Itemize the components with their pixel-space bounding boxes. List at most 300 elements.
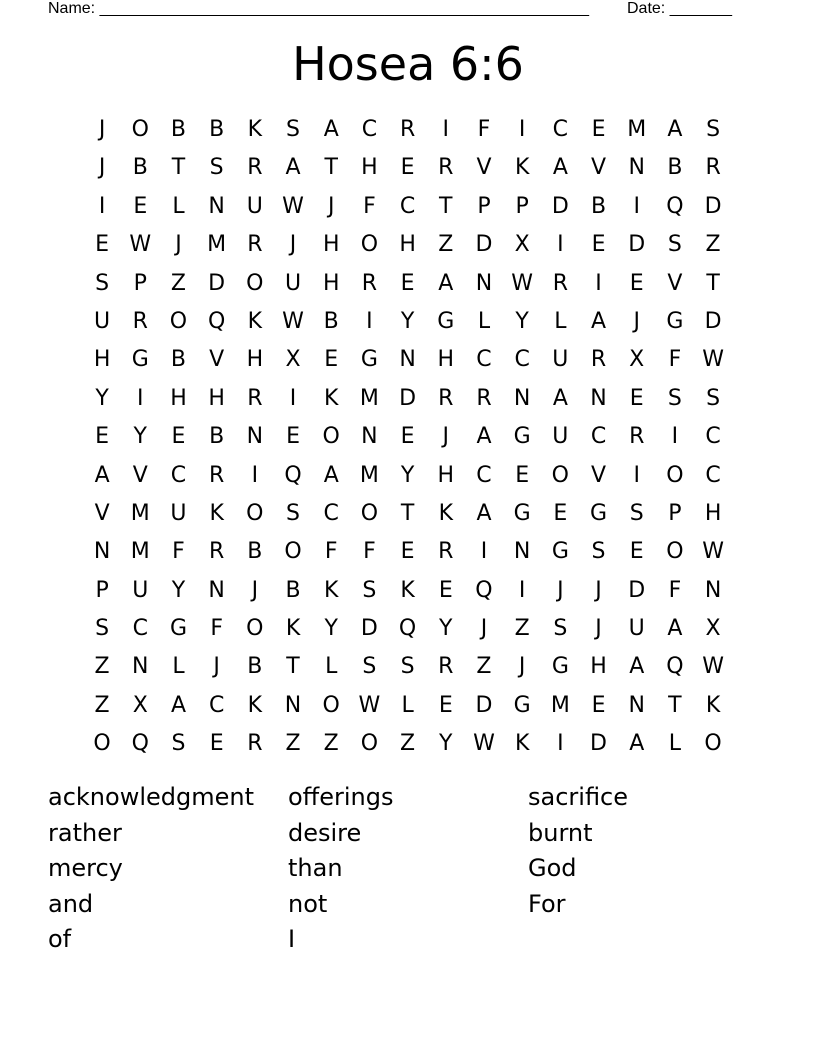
grid-cell: K	[514, 155, 530, 181]
grid-cell: G	[551, 539, 569, 565]
grid-cell: S	[362, 654, 377, 680]
grid-cell: E	[133, 193, 148, 219]
grid-cell: Z	[400, 731, 416, 757]
grid-cell: U	[246, 193, 263, 219]
grid-cell: D	[628, 232, 646, 258]
grid-cell: T	[286, 654, 300, 680]
grid-cell: D	[551, 193, 569, 219]
word-list-item: offerings	[288, 783, 394, 811]
grid-cell: E	[438, 692, 453, 718]
grid-cell: H	[93, 347, 111, 373]
grid-cell: P	[477, 193, 491, 219]
grid-cell: F	[324, 539, 338, 565]
grid-cell: M	[550, 692, 570, 718]
grid-cell: S	[171, 731, 186, 757]
grid-cell: N	[704, 577, 722, 603]
grid-cell: T	[706, 270, 720, 296]
grid-cell: A	[285, 155, 301, 181]
grid-cell: A	[591, 308, 607, 334]
grid-cell: I	[366, 308, 373, 334]
grid-cell: A	[476, 500, 492, 526]
word-list-item: God	[528, 854, 577, 882]
grid-cell: T	[400, 500, 415, 526]
grid-cell: F	[363, 193, 376, 219]
grid-cell: A	[629, 654, 645, 680]
grid-cell: Z	[323, 731, 339, 757]
grid-cell: H	[437, 462, 455, 488]
grid-cell: O	[93, 731, 111, 757]
grid-cell: B	[247, 539, 263, 565]
grid-cell: Q	[475, 577, 493, 603]
grid-cell: S	[286, 117, 301, 142]
grid-cell: N	[628, 692, 645, 718]
grid-cell: O	[360, 232, 379, 258]
grid-cell: N	[399, 347, 416, 373]
grid-row	[83, 725, 733, 763]
grid-cell: R	[209, 462, 225, 488]
grid-cell: D	[208, 270, 226, 296]
grid-cell: G	[666, 308, 684, 334]
grid-cell: A	[552, 155, 568, 181]
grid-cell: Z	[438, 232, 454, 258]
grid-cell: P	[668, 500, 682, 526]
grid-row	[83, 380, 733, 418]
grid-cell: E	[629, 539, 644, 565]
grid-cell: T	[439, 193, 453, 219]
grid-cell: E	[629, 385, 644, 411]
grid-cell: J	[327, 193, 335, 219]
grid-cell: O	[360, 731, 379, 757]
grid-cell: F	[477, 117, 491, 142]
grid-cell: I	[557, 232, 564, 258]
grid-cell: E	[553, 500, 568, 526]
grid-cell: P	[133, 270, 147, 296]
grid-cell: H	[170, 385, 187, 411]
grid-cell: O	[284, 539, 302, 565]
grid-cell: A	[438, 270, 454, 296]
word-column	[288, 780, 393, 958]
grid-cell: I	[251, 462, 259, 488]
grid-cell: J	[98, 155, 106, 181]
grid-cell: B	[247, 654, 263, 680]
grid-cell: X	[132, 692, 148, 718]
grid-cell: Y	[439, 731, 453, 757]
grid-cell: G	[131, 347, 149, 373]
grid-cell: G	[551, 654, 569, 680]
grid-cell: R	[552, 270, 568, 296]
grid-cell: A	[667, 117, 683, 142]
grid-cell: U	[628, 616, 645, 642]
grid-cell: W	[702, 654, 724, 680]
grid-cell: I	[595, 270, 602, 296]
date-label: Date:	[627, 0, 666, 17]
grid-cell: V	[591, 462, 607, 488]
grid-cell: G	[360, 347, 378, 373]
grid-cell: A	[629, 731, 645, 757]
grid-cell: N	[475, 270, 493, 296]
grid-cell: B	[170, 117, 187, 142]
grid-cell: Y	[400, 308, 415, 334]
grid-cell: K	[247, 117, 263, 142]
grid-cell: J	[213, 654, 220, 680]
grid-cell: Q	[284, 462, 302, 488]
word-list-item: mercy	[48, 854, 123, 882]
grid-cell: G	[437, 308, 455, 334]
grid-cell: S	[95, 616, 110, 642]
grid-cell: R	[247, 385, 263, 411]
grid-cell: O	[322, 424, 340, 450]
grid-row	[83, 226, 733, 264]
grid-cell: G	[513, 500, 531, 526]
grid-cell: B	[667, 155, 683, 181]
grid-cell: J	[557, 577, 564, 603]
grid-cell: W	[702, 347, 724, 373]
grid-cell: C	[476, 462, 492, 488]
grid-cell: K	[285, 616, 301, 642]
grid-cell: H	[322, 270, 340, 296]
grid-cell: R	[705, 155, 721, 181]
grid-cell: L	[554, 308, 567, 334]
grid-cell: R	[399, 117, 416, 142]
grid-cell: C	[476, 347, 492, 373]
grid-cell: U	[94, 308, 111, 334]
grid-cell: B	[132, 155, 148, 181]
grid-cell: M	[130, 500, 150, 526]
grid-cell: Z	[285, 731, 301, 757]
grid-cell: V	[476, 155, 492, 181]
grid-cell: R	[247, 155, 263, 181]
grid-cell: B	[590, 193, 607, 219]
grid-cell: C	[514, 347, 530, 373]
grid-cell: R	[438, 155, 454, 181]
grid-cell: Z	[94, 692, 110, 718]
grid-cell: D	[704, 308, 722, 334]
grid-cell: F	[363, 539, 376, 565]
grid-cell: K	[247, 692, 263, 718]
grid-cell: N	[361, 424, 378, 450]
grid-cell: V	[591, 155, 607, 181]
grid-cell: N	[246, 424, 264, 450]
grid-cell: B	[209, 424, 225, 450]
grid-cell: G	[169, 616, 187, 642]
name-field[interactable]	[48, 1, 589, 17]
grid-cell: S	[591, 539, 606, 565]
grid-cell: W	[129, 232, 152, 258]
grid-cell: A	[323, 117, 339, 142]
date-field[interactable]	[627, 1, 732, 17]
grid-cell: V	[209, 347, 225, 373]
grid-cell: N	[208, 193, 225, 219]
grid-cell: E	[95, 424, 110, 450]
grid-row	[83, 572, 733, 610]
grid-cell: R	[438, 539, 454, 565]
grid-cell: N	[208, 577, 225, 603]
grid-row	[83, 149, 733, 187]
grid-cell: J	[518, 654, 526, 680]
grid-cell: Q	[207, 308, 226, 334]
grid-cell: J	[595, 577, 602, 603]
word-list-item: and	[48, 889, 94, 918]
grid-cell: Z	[170, 270, 186, 296]
grid-cell: M	[207, 232, 227, 258]
word-list-item: I	[288, 925, 296, 953]
word-list-item: burnt	[528, 818, 593, 847]
grid-cell: B	[170, 347, 187, 373]
grid-cell: M	[359, 385, 379, 411]
grid-cell: X	[285, 347, 301, 373]
grid-cell: O	[360, 500, 379, 526]
grid-cell: Y	[400, 462, 415, 488]
grid-cell: Y	[171, 577, 186, 603]
grid-cell: V	[132, 462, 148, 488]
grid-cell: S	[706, 117, 721, 142]
grid-cell: C	[170, 462, 187, 488]
grid-cell: C	[323, 500, 339, 526]
grid-cell: E	[209, 731, 224, 757]
grid-cell: E	[591, 232, 606, 258]
grid-cell: I	[557, 731, 564, 757]
grid-cell: P	[95, 577, 109, 603]
grid-cell: E	[171, 424, 186, 450]
grid-cell: Q	[398, 616, 417, 642]
grid-cell: U	[552, 424, 569, 450]
grid-cell: I	[98, 193, 106, 219]
grid-cell: A	[552, 385, 568, 411]
grid-cell: Y	[439, 616, 453, 642]
grid-cell: F	[210, 616, 223, 642]
grid-cell: I	[480, 539, 488, 565]
grid-cell: D	[475, 692, 493, 718]
header	[0, 0, 816, 20]
grid-cell: H	[322, 232, 340, 258]
grid-cell: N	[513, 539, 531, 565]
grid-cell: D	[590, 731, 607, 757]
word-list-item: desire	[288, 818, 362, 847]
grid-cell: N	[590, 385, 607, 411]
grid-cell: P	[515, 193, 529, 219]
grid-cell: O	[322, 692, 340, 718]
grid-cell: N	[628, 155, 645, 181]
grid-cell: A	[170, 692, 186, 718]
grid-cell: H	[399, 232, 416, 258]
grid-cell: B	[285, 577, 301, 603]
grid-cell: U	[132, 577, 149, 603]
grid-cell: K	[438, 500, 453, 526]
grid-cell: S	[629, 500, 644, 526]
grid-cell: Y	[95, 385, 109, 411]
grid-cell: B	[323, 308, 339, 334]
grid-cell: O	[246, 500, 264, 526]
grid-cell: E	[629, 270, 644, 296]
grid-cell: S	[362, 577, 377, 603]
grid-cell: L	[172, 193, 185, 219]
grid-cell: H	[246, 347, 264, 373]
grid-cell: Q	[666, 654, 684, 680]
word-column	[48, 780, 254, 958]
grid-cell: I	[633, 193, 640, 219]
word-list-item: For	[528, 889, 566, 918]
grid-cell: K	[324, 577, 339, 603]
grid-cell: U	[284, 270, 302, 296]
grid-cell: H	[590, 654, 607, 680]
grid-cell: A	[323, 462, 339, 488]
grid-cell: J	[289, 232, 297, 258]
grid-cell: O	[704, 731, 722, 757]
grid-cell: Y	[515, 308, 529, 334]
grid-cell: L	[325, 654, 338, 680]
grid-cell: I	[442, 117, 450, 142]
grid-cell: M	[627, 117, 647, 142]
grid-cell: Q	[666, 193, 684, 219]
name-blank: _______________________________________________________	[99, 0, 589, 17]
grid-cell: D	[360, 616, 378, 642]
grid-cell: E	[400, 155, 415, 181]
word-list-item: acknowledgment	[48, 783, 254, 811]
grid-cell: O	[666, 462, 684, 488]
grid-cell: C	[705, 462, 721, 488]
grid-cell: S	[400, 654, 415, 680]
grid-cell: C	[399, 193, 416, 219]
grid-cell: I	[518, 577, 526, 603]
grid-cell: H	[437, 347, 455, 373]
grid-cell: R	[247, 731, 263, 757]
grid-cell: R	[438, 385, 454, 411]
grid-cell: L	[172, 654, 185, 680]
grid-cell: R	[132, 308, 148, 334]
grid-cell: J	[480, 616, 488, 642]
grid-cell: Z	[94, 654, 110, 680]
grid-cell: C	[705, 424, 721, 450]
grid-row	[83, 533, 733, 571]
grid-cell: E	[438, 577, 453, 603]
grid-cell: R	[629, 424, 645, 450]
grid-cell: L	[477, 308, 491, 334]
word-list-item: rather	[48, 818, 122, 847]
grid-cell: O	[169, 308, 188, 334]
word-column	[528, 780, 628, 922]
grid-cell: A	[667, 616, 683, 642]
word-list-item: not	[288, 889, 328, 918]
word-list-item: of	[48, 925, 72, 953]
grid-cell: O	[246, 616, 264, 642]
grid-cell: A	[476, 424, 492, 450]
grid-cell: M	[130, 539, 150, 565]
grid-cell: D	[399, 385, 417, 411]
grid-cell: E	[400, 539, 415, 565]
grid-cell: D	[704, 193, 722, 219]
grid-cell: F	[668, 577, 682, 603]
grid-row	[83, 418, 733, 456]
grid-cell: O	[131, 117, 149, 142]
grid-cell: E	[591, 117, 606, 142]
grid-cell: N	[284, 692, 302, 718]
grid-cell: D	[628, 577, 646, 603]
grid-cell: Z	[514, 616, 530, 642]
grid-cell: K	[705, 692, 721, 718]
grid-cell: W	[511, 270, 534, 296]
grid-cell: I	[137, 385, 144, 411]
grid-cell: Q	[131, 731, 149, 757]
grid-cell: J	[442, 424, 450, 450]
name-label: Name:	[48, 0, 96, 17]
grid-row	[83, 303, 733, 341]
grid-cell: S	[95, 270, 110, 296]
grid-cell: Z	[705, 232, 721, 258]
grid-cell: O	[551, 462, 569, 488]
word-list-item: sacrifice	[528, 783, 629, 811]
grid-cell: L	[668, 731, 682, 757]
grid-cell: G	[590, 500, 608, 526]
date-blank: _______	[669, 0, 732, 17]
grid-cell: C	[132, 616, 148, 642]
letter-grid	[83, 111, 733, 764]
grid-cell: B	[209, 117, 225, 142]
grid-cell: H	[361, 155, 378, 181]
grid-cell: U	[170, 500, 187, 526]
grid-row	[83, 687, 733, 725]
grid-cell: J	[595, 616, 602, 642]
grid-cell: Y	[133, 424, 147, 450]
grid-cell: W	[358, 692, 381, 718]
grid-cell: J	[175, 232, 182, 258]
grid-cell: D	[475, 232, 493, 258]
grid-cell: S	[706, 385, 721, 411]
grid-cell: C	[590, 424, 607, 450]
grid-cell: K	[324, 385, 339, 411]
grid-row	[83, 648, 733, 686]
grid-cell: H	[208, 385, 225, 411]
grid-cell: J	[633, 308, 640, 334]
grid-cell: N	[93, 539, 111, 565]
grid-cell: S	[667, 385, 682, 411]
grid-row	[83, 341, 733, 379]
grid-cell: M	[359, 462, 379, 488]
grid-cell: X	[705, 616, 721, 642]
grid-cell: I	[671, 424, 679, 450]
grid-cell: T	[668, 692, 682, 718]
grid-row	[83, 265, 733, 303]
grid-cell: I	[633, 462, 640, 488]
grid-cell: E	[324, 347, 339, 373]
grid-cell: K	[247, 308, 263, 334]
grid-cell: V	[667, 270, 683, 296]
grid-cell: R	[209, 539, 225, 565]
grid-cell: L	[401, 692, 414, 718]
grid-cell: U	[552, 347, 569, 373]
grid-cell: S	[209, 155, 224, 181]
grid-cell: E	[515, 462, 530, 488]
grid-cell: E	[286, 424, 300, 450]
grid-cell: W	[282, 308, 304, 334]
grid-cell: K	[209, 500, 224, 526]
grid-cell: K	[514, 731, 530, 757]
grid-cell: X	[629, 347, 645, 373]
grid-cell: R	[247, 232, 263, 258]
grid-cell: R	[590, 347, 607, 373]
page-title: Hosea 6:6	[292, 37, 524, 91]
grid-cell: W	[282, 193, 304, 219]
grid-row	[83, 111, 733, 149]
grid-cell: R	[361, 270, 378, 296]
grid-cell: T	[324, 155, 338, 181]
grid-cell: S	[286, 500, 301, 526]
grid-cell: A	[94, 462, 110, 488]
grid-cell: H	[704, 500, 722, 526]
grid-cell: R	[438, 654, 454, 680]
grid-cell: W	[473, 731, 495, 757]
grid-row	[83, 188, 733, 226]
grid-cell: F	[172, 539, 185, 565]
